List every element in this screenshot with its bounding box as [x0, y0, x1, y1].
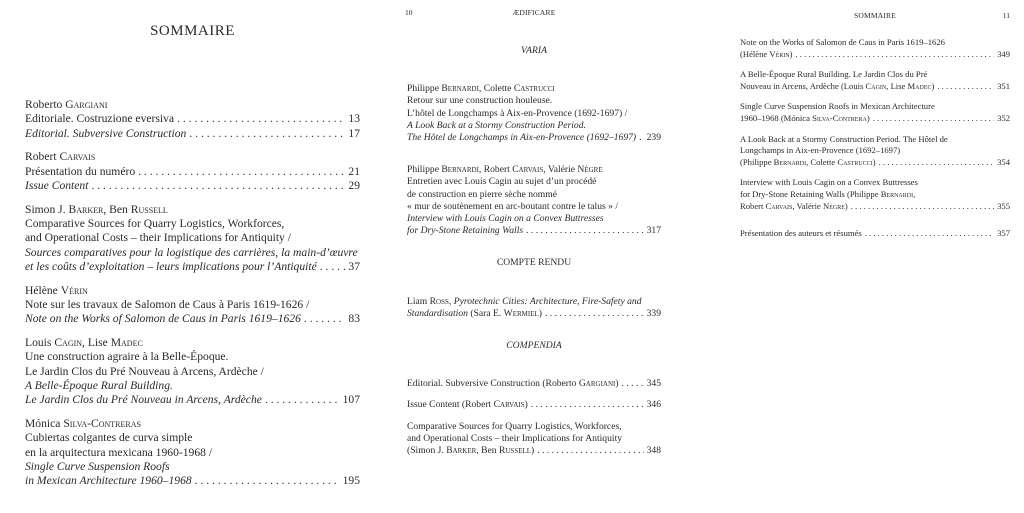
author-name: Nègre — [823, 200, 845, 211]
entry-text — [25, 127, 186, 141]
entry-text-segment: Cubiertas colgantes de curva simple — [25, 431, 193, 445]
entry-line — [407, 120, 661, 132]
toc-list — [740, 37, 1010, 240]
entry-text-segment: for Dry-Stone Retaining Walls (Philippe — [740, 188, 881, 199]
running-header — [407, 7, 661, 19]
running-title: SOMMAIRE — [853, 11, 897, 20]
author-name: Carvais — [493, 399, 525, 411]
toc-entry[interactable] — [740, 69, 1010, 92]
author-name: Bernardi — [880, 188, 914, 199]
entry-line — [740, 81, 1010, 93]
page-number: 29 — [348, 178, 360, 192]
entry-text-segment: ) — [872, 156, 876, 167]
entry-text-segment: Longchamps in Aix-en-Provence (1692–1697) — [740, 145, 901, 156]
toc-list — [407, 296, 661, 320]
leader-dots — [937, 81, 994, 93]
entry-line — [25, 203, 360, 217]
page-number: 345 — [646, 378, 661, 390]
entry-text-segment: ) — [524, 399, 528, 411]
entry-text-segment: ) — [844, 200, 848, 211]
entry-text-segment: ) — [531, 445, 535, 457]
entry-line — [407, 296, 661, 308]
toc-sections — [407, 45, 661, 457]
entry-text-segment: , — [448, 295, 454, 307]
entry-text-segment: Editoriale. Costruzione eversiva — [25, 112, 175, 126]
author-name: Bernardi — [441, 83, 479, 95]
leader-dots — [138, 165, 345, 179]
leader-dots — [865, 228, 994, 240]
entry-text-segment: , Lise — [886, 80, 908, 91]
entry-line — [740, 37, 1010, 49]
entry-line — [25, 260, 360, 274]
toc-list — [25, 98, 360, 489]
section-heading: COMPTE RENDU — [496, 257, 572, 269]
toc-section — [407, 257, 661, 320]
entry-text — [740, 157, 876, 169]
entry-text-segment: (Simon J. — [407, 445, 447, 457]
entry-text — [407, 308, 542, 320]
entry-line — [25, 312, 360, 326]
page-number: 83 — [348, 312, 360, 326]
leader-dots — [795, 49, 994, 61]
entry-line — [407, 95, 661, 107]
entry-text — [740, 201, 848, 213]
entry-line — [25, 217, 360, 231]
leader-dots — [879, 157, 994, 169]
entry-text-segment: et les coûts d’exploitation – leurs implications pour l’Antiquité — [25, 259, 317, 273]
toc-entry[interactable] — [740, 228, 1010, 240]
entry-text-segment: Issue Content (Robert — [407, 399, 494, 411]
entry-text-segment: (Philippe — [740, 156, 774, 167]
entry-text-segment: , Ben — [103, 202, 131, 216]
entry-text-segment: Le Jardin Clos du Pré Nouveau in Arcens, Ardèche — [25, 393, 262, 407]
entry-text-segment: A Look Back at a Stormy Construction Period. The Hôtel de — [740, 133, 948, 144]
page-number: 352 — [997, 112, 1010, 123]
entry-text — [740, 49, 792, 61]
entry-text-segment: Note on the Works of Salomon de Caus in Paris 1619–1626 — [25, 312, 301, 326]
page-number: 13 — [348, 112, 360, 126]
section-heading: VARIA — [521, 45, 547, 56]
entry-text-segment: Liam — [407, 295, 430, 307]
leader-dots — [91, 179, 345, 193]
author-name: Madec — [110, 336, 143, 350]
page-number: 317 — [646, 225, 661, 237]
entry-text-segment: , Valérie — [543, 164, 578, 176]
leader-dots — [177, 112, 345, 126]
page-number: 107 — [342, 393, 360, 407]
entry-text-segment: Single Curve Suspension Roofs in Mexican Architecture — [740, 101, 935, 112]
entry-text-segment: Retour sur une construction houleuse. — [407, 95, 553, 107]
leader-dots — [639, 132, 643, 144]
leader-dots — [304, 312, 346, 326]
section-heading: COMPENDIA — [506, 340, 562, 352]
entry-line — [740, 189, 1010, 201]
entry-text-segment: ) — [789, 48, 793, 59]
middle-page — [407, 0, 661, 466]
entry-text-segment: Robert — [25, 150, 60, 164]
entry-line — [407, 433, 661, 445]
entry-text-segment: Mónica — [25, 417, 64, 431]
author-name: Madec — [907, 80, 932, 91]
toc-entry[interactable] — [25, 98, 360, 127]
page-number: 348 — [646, 445, 661, 457]
author-name: Russell — [130, 202, 168, 216]
author-name: Castrucci — [513, 83, 555, 95]
toc-entry[interactable] — [25, 127, 360, 141]
page-number: 10 — [405, 8, 413, 17]
entry-text — [740, 228, 862, 240]
entry-text — [740, 113, 870, 125]
entry-text — [25, 112, 174, 126]
entry-line — [25, 231, 360, 245]
entry-line — [740, 145, 1010, 157]
author-name: Silva-Contrera — [812, 112, 867, 123]
entry-text-segment: Entretien avec Louis Cagin au sujet d’un procédé — [407, 176, 597, 188]
page-number: 346 — [646, 399, 661, 411]
entry-line — [25, 298, 360, 312]
leader-dots — [622, 378, 644, 390]
entry-text — [407, 378, 619, 390]
entry-text-segment: Standardisation — [407, 307, 468, 319]
page-number: 355 — [997, 200, 1010, 211]
entry-text-segment: 1960–1968 (Mónica — [740, 112, 813, 123]
author-name: Cagin — [54, 336, 83, 350]
entry-text — [740, 81, 934, 93]
right-page — [740, 0, 1010, 249]
entry-text-segment: Editorial. Subversive Construction (Roberto — [407, 378, 579, 390]
left-page — [25, 0, 360, 498]
toc-list — [407, 83, 661, 237]
entry-line — [407, 378, 661, 390]
entry-text-segment: Issue Content — [25, 178, 89, 192]
author-name: Cagin — [865, 80, 887, 91]
entry-text-segment: Comparative Sources for Quarry Logistics, Workforces, — [25, 217, 285, 231]
entry-text-segment: , Colette — [478, 83, 514, 95]
entry-text-segment: ) — [931, 80, 935, 91]
author-name: Silva-Contreras — [63, 417, 141, 431]
entry-line — [25, 446, 360, 460]
toc-entry[interactable] — [407, 164, 661, 237]
leader-dots — [851, 201, 994, 213]
entry-text-segment: The Hôtel de Longchamps in Aix-en-Provence (1692–1697) — [407, 132, 637, 144]
entry-text-segment: L’hôtel de Longchamps à Aix-en-Provence (1692-1697) / — [407, 107, 628, 119]
entry-line — [407, 213, 661, 225]
entry-text-segment: (Sara E. — [467, 307, 504, 319]
entry-text-segment: en la arquitectura mexicana 1960-1968 / — [25, 445, 213, 459]
entry-line — [25, 393, 360, 407]
toc-entry[interactable] — [407, 399, 661, 411]
entry-line — [407, 308, 661, 320]
entry-text-segment: A Belle-Époque Rural Building. — [25, 379, 173, 393]
running-header — [740, 10, 1010, 22]
entry-text-segment: Note on the Works of Salomon de Caus in Paris 1619–1626 — [740, 37, 945, 47]
toc-entry[interactable] — [25, 179, 360, 193]
page-number: 354 — [997, 156, 1010, 167]
toc-entry[interactable] — [407, 378, 661, 390]
leader-dots — [320, 260, 346, 274]
entry-text — [407, 132, 636, 144]
entry-line — [25, 246, 360, 260]
author-name: Ross — [429, 295, 449, 307]
author-name: Vérin — [769, 48, 790, 59]
entry-text-segment: Pyrotechnic Cities: Architecture, Fire-Safety and — [453, 295, 642, 307]
entry-line — [25, 474, 360, 488]
entry-text-segment: , Colette — [806, 156, 838, 167]
page-number: 357 — [997, 228, 1010, 239]
page-title: SOMMAIRE — [150, 23, 235, 39]
author-name: Bernardi — [773, 156, 807, 167]
leader-dots — [189, 127, 345, 141]
entry-line — [25, 150, 360, 164]
entry-line — [740, 49, 1010, 61]
entry-line — [25, 165, 360, 179]
author-name: Carvais — [765, 200, 793, 211]
entry-line — [407, 225, 661, 237]
entry-line — [25, 127, 360, 141]
entry-text — [25, 474, 192, 488]
author-name: Barker — [446, 445, 477, 457]
author-name: Vérin — [60, 283, 88, 297]
author-name: Carvais — [59, 150, 96, 164]
toc-section — [407, 45, 661, 237]
entry-text-segment: , — [913, 188, 916, 199]
entry-text-segment: Nouveau in Arcens, Ardèche (Louis — [740, 80, 866, 91]
entry-text-segment: Présentation des auteurs et résumés — [740, 228, 862, 239]
leader-dots — [195, 474, 340, 488]
entry-line — [25, 284, 360, 298]
entry-text-segment: Louis — [25, 336, 55, 350]
entry-line — [25, 336, 360, 350]
entry-line — [407, 164, 661, 176]
entry-text-segment: (Hélène — [740, 48, 770, 59]
leader-dots — [265, 393, 340, 407]
toc-list — [407, 378, 661, 457]
toc-entry[interactable] — [407, 83, 661, 144]
entry-line — [407, 201, 661, 213]
entry-line — [25, 350, 360, 364]
entry-line — [407, 132, 661, 144]
entry-text-segment: A Belle-Époque Rural Building. Le Jardin Clos du Pré — [740, 69, 928, 80]
page-number: 37 — [348, 259, 360, 273]
entry-text — [25, 312, 301, 326]
entry-line — [25, 431, 360, 445]
entry-line — [407, 176, 661, 188]
entry-line — [25, 460, 360, 474]
toc-entry[interactable] — [740, 134, 1010, 169]
entry-line — [740, 69, 1010, 81]
entry-text-segment: and Operational Costs – their Implications for Antiquity — [407, 432, 623, 444]
entry-text-segment: Note sur les travaux de Salomon de Caus à Paris 1619-1626 / — [25, 298, 310, 312]
entry-line — [407, 83, 661, 95]
entry-line — [740, 177, 1010, 189]
entry-text-segment: ) — [538, 307, 542, 319]
toc-entry[interactable] — [407, 421, 661, 458]
page-number: 195 — [342, 474, 360, 488]
toc-entry[interactable] — [25, 417, 360, 488]
running-title: ÆDIFICARE — [512, 8, 556, 17]
entry-line — [407, 421, 661, 433]
entry-text-segment: de construction en pierre sèche nommé — [407, 188, 557, 200]
entry-text-segment: , Valérie — [792, 200, 823, 211]
toc-entry[interactable] — [25, 336, 360, 407]
entry-text-segment: A Look Back at a Stormy Construction Period. — [407, 119, 586, 131]
entry-text-segment: Hélène — [25, 283, 61, 297]
entry-text-segment: , Robert — [478, 164, 513, 176]
entry-text-segment: Roberto — [25, 98, 66, 111]
entry-text-segment: Single Curve Suspension Roofs — [25, 460, 170, 474]
entry-line — [740, 134, 1010, 146]
author-name: Wermiel — [503, 307, 539, 319]
author-name: Gargiani — [578, 378, 616, 390]
entry-line — [25, 98, 360, 112]
entry-text-segment: Comparative Sources for Quarry Logistics, Workforces, — [407, 420, 622, 432]
entry-text-segment: , Lise — [82, 336, 111, 350]
entry-line — [740, 101, 1010, 113]
entry-text-segment: ) — [866, 112, 870, 123]
author-name: Gargiani — [65, 98, 108, 111]
entry-line — [740, 201, 1010, 213]
entry-line — [740, 157, 1010, 169]
entry-text-segment: Simon J. — [25, 202, 69, 216]
entry-text — [25, 260, 317, 274]
entry-line — [25, 179, 360, 193]
toc-entry[interactable] — [740, 101, 1010, 124]
entry-text-segment: « mur de soutènement en arc-boutant contre le talus » / — [407, 200, 618, 212]
entry-line — [740, 113, 1010, 125]
entry-text-segment: for Dry-Stone Retaining Walls — [407, 225, 524, 237]
entry-text — [25, 393, 262, 407]
entry-line — [25, 112, 360, 126]
author-name: Castrucci — [837, 156, 873, 167]
entry-text-segment: Editorial. Subversive Construction — [25, 126, 187, 140]
page-number: 21 — [348, 164, 360, 178]
leader-dots — [531, 399, 644, 411]
entry-line — [25, 379, 360, 393]
page-number: 11 — [1002, 11, 1010, 20]
entry-text-segment: Philippe — [407, 164, 442, 176]
entry-text-segment: Interview with Louis Cagin on a Convex Buttresses — [407, 213, 604, 225]
entry-line — [407, 189, 661, 201]
toc-entry[interactable] — [740, 177, 1010, 212]
entry-text-segment: Présentation du numéro — [25, 164, 136, 178]
toc-entry[interactable] — [25, 203, 360, 274]
leader-dots — [545, 308, 644, 320]
entry-text-segment: Une construction agraire à la Belle-Époque. — [25, 350, 229, 364]
entry-text-segment: Interview with Louis Cagin on a Convex Buttresses — [740, 177, 918, 188]
toc-entry[interactable] — [740, 37, 1010, 60]
entry-text-segment: and Operational Costs – their Implications for Antiquity / — [25, 231, 291, 245]
entry-text-segment: Sources comparatives pour la logistique des carrières, la main-d’œuvre — [25, 245, 358, 259]
page-number: 239 — [646, 132, 661, 144]
entry-line — [407, 399, 661, 411]
page-number: 351 — [997, 80, 1010, 91]
entry-text-segment: ) — [615, 378, 619, 390]
leader-dots — [526, 225, 644, 237]
author-name: Nègre — [577, 164, 603, 176]
entry-line — [740, 228, 1010, 240]
entry-line — [407, 445, 661, 457]
toc-entry[interactable] — [407, 296, 661, 320]
entry-text-segment: Philippe — [407, 83, 442, 95]
author-name: Bernardi — [441, 164, 479, 176]
entry-line — [407, 108, 661, 120]
author-name: Barker — [68, 202, 104, 216]
page-number: 17 — [348, 126, 360, 140]
page-number: 349 — [997, 48, 1010, 59]
entry-text-segment: , Ben — [476, 445, 499, 457]
entry-text — [25, 179, 88, 193]
entry-text-segment: Robert — [740, 200, 766, 211]
entry-line — [25, 417, 360, 431]
entry-line — [25, 365, 360, 379]
author-name: Carvais — [512, 164, 544, 176]
entry-text — [407, 399, 528, 411]
leader-dots — [873, 113, 994, 125]
toc-section — [407, 340, 661, 457]
entry-text — [407, 445, 534, 457]
page-number: 339 — [646, 307, 661, 319]
entry-text-segment: Le Jardin Clos du Pré Nouveau à Arcens, Ardèche / — [25, 364, 264, 378]
author-name: Russell — [498, 445, 532, 457]
leader-dots — [537, 445, 643, 457]
entry-text — [25, 165, 135, 179]
entry-text-segment: in Mexican Architecture 1960–1968 — [25, 474, 192, 488]
toc-entry[interactable] — [25, 150, 360, 179]
entry-text — [407, 225, 523, 237]
toc-entry[interactable] — [25, 284, 360, 327]
